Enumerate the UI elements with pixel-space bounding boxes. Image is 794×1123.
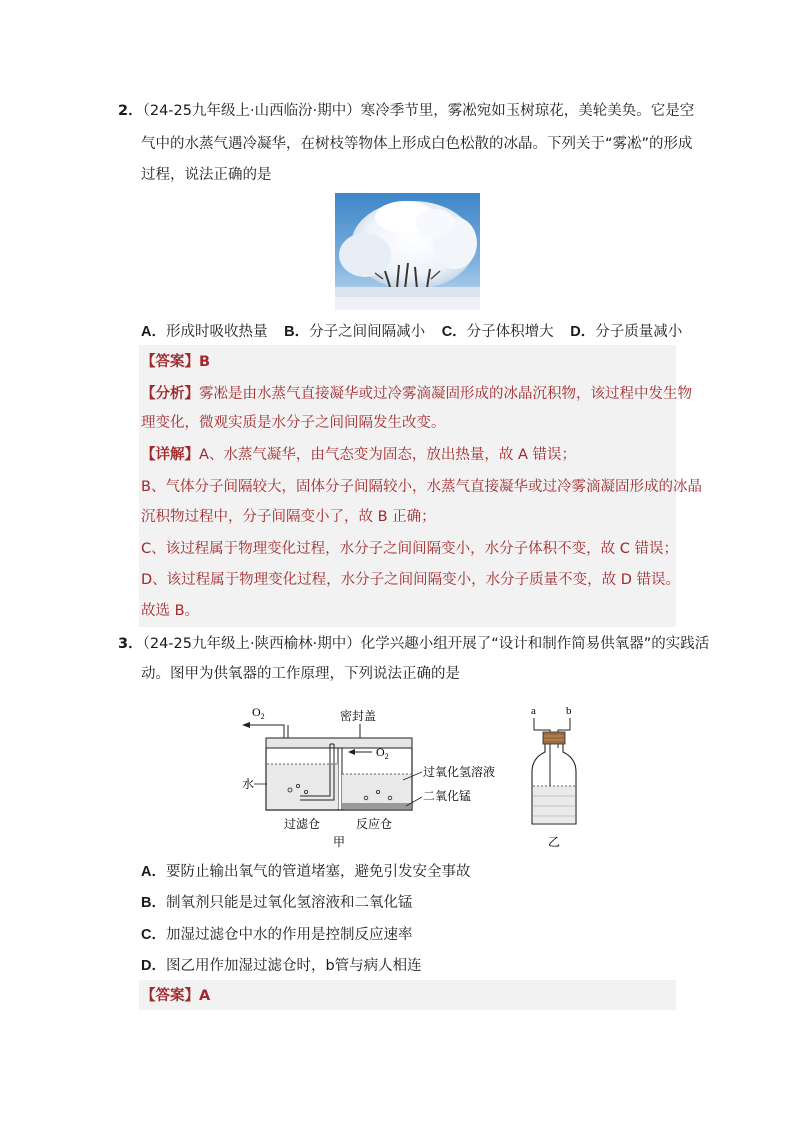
mno2-label: 二氧化锰 — [423, 789, 472, 803]
q2-detail-5: D、该过程属于物理变化过程，水分子之间间隔变小，水分子质量不变，故 D 错误。 — [141, 572, 681, 588]
q3-option-b[interactable]: B．制氧剂只能是过氧化氢溶液和二氧化锰 — [141, 895, 413, 911]
q3-option-a[interactable]: A．要防止输出氧气的管道堵塞，避免引发安全事故 — [141, 864, 471, 880]
q2-detail-2: B、气体分子间隔较大，固体分子间隔较小，水蒸气直接凝华或过冷雾滴凝固形成的冰晶 — [141, 479, 702, 495]
o2-in-label: $O_2$ — [376, 745, 389, 761]
figure-yi-label: 乙 — [548, 835, 561, 849]
oxygen-generator-diagram — [238, 702, 590, 852]
q2-option-b[interactable]: B．分子之间间隔减小 — [284, 324, 426, 340]
q2-stem-2: 气中的水蒸气遇冷凝华，在树枝等物体上形成白色松散的冰晶。下列关于“雾凇”的形成 — [141, 136, 693, 152]
tube-a-label: a — [531, 705, 536, 717]
q2-option-d[interactable]: D．分子质量减小 — [570, 324, 683, 340]
q2-detail-1: 【详解】A、水蒸气凝华，由气态变为固态，放出热量，故 A 错误； — [141, 447, 577, 463]
water-label: 水 — [242, 777, 255, 791]
filter-chamber-water — [267, 764, 338, 809]
lid-label: 密封盖 — [340, 709, 377, 723]
sealed-lid — [266, 738, 412, 748]
tube-b-label: b — [566, 705, 572, 717]
q3-stem-2: 动。图甲为供氧器的工作原理，下列说法正确的是 — [141, 666, 460, 682]
q2-answer: 【答案】B — [141, 354, 211, 370]
bottle-water — [533, 786, 575, 823]
o2-out-arrow — [242, 722, 250, 728]
q2-analysis-2: 理变化，微观实质是水分子之间间隔发生改变。 — [141, 415, 446, 431]
figure-jia-label: 甲 — [333, 835, 346, 849]
q3-number: 3． — [118, 636, 143, 652]
q2-conclusion: 故选 B。 — [141, 603, 200, 619]
q2-detail-4: C、该过程属于物理变化过程，水分子之间间隔变小，水分子体积不变，故 C 错误； — [141, 541, 678, 557]
q3-option-d[interactable]: D．图乙用作加湿过滤仓时，b管与病人相连 — [141, 958, 422, 974]
q3-answer-panel — [139, 980, 676, 1010]
q2-number: 2． — [118, 103, 143, 119]
rime-tree-photo — [335, 193, 480, 310]
q2-detail-3: 沉积物过程中，分子间隔变小了，故 B 正确； — [141, 509, 436, 525]
filter-chamber-label: 过滤仓 — [284, 817, 321, 831]
q2-stem-3: 过程，说法正确的是 — [141, 167, 272, 183]
mno2-layer — [342, 803, 411, 809]
q2-stem-1: （24-25九年级上·山西临汾·期中）寒冷季节里，雾凇宛如玉树琼花，美轮美奂。它是空 — [142, 103, 695, 119]
q2-line1 — [118, 101, 694, 121]
q3-line1 — [118, 634, 709, 654]
q2-analysis-1: 【分析】雾凇是由水蒸气直接凝华或过冷雾滴凝固形成的冰晶沉积物，该过程中发生物 — [141, 386, 692, 402]
q2-options — [141, 322, 682, 342]
q3-stem-1: （24-25九年级上·陕西榆林·期中）化学兴趣小组开展了“设计和制作简易供氧器”的实践活 — [142, 636, 710, 652]
q2-option-c[interactable]: C．分子体积增大 — [441, 324, 554, 340]
reaction-chamber-label: 反应仓 — [356, 817, 393, 831]
q2-option-a[interactable]: A．形成时吸收热量 — [141, 324, 268, 340]
o2-out-label: $O_2$ — [252, 705, 265, 721]
q3-answer: 【答案】A — [141, 988, 211, 1004]
h2o2-label: 过氧化氢溶液 — [423, 765, 496, 779]
q3-option-c[interactable]: C．加湿过滤仓中水的作用是控制反应速率 — [141, 927, 413, 943]
